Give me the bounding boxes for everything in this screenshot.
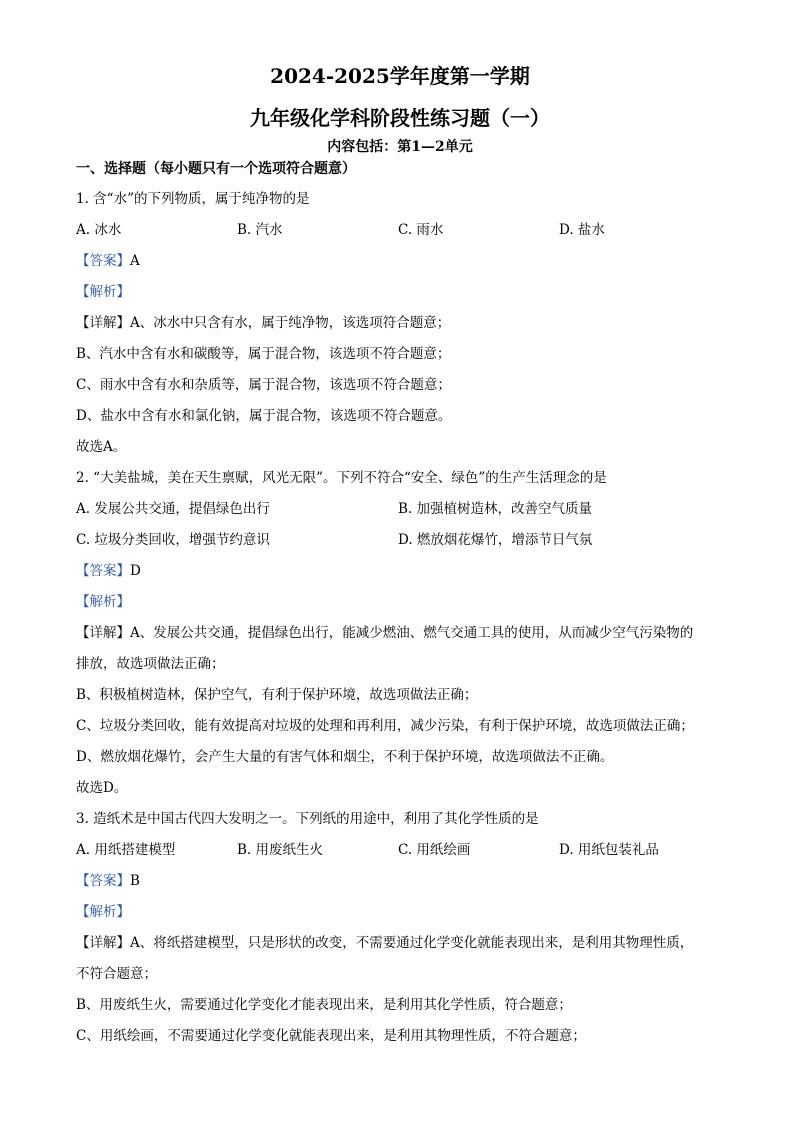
q3-option-c: C. 用纸绘画: [398, 842, 471, 858]
q2-answer-value: D: [130, 563, 141, 579]
q2-detail-3: B、积极植树造林，保护空气，有利于保护环境，故选项做法正确；: [76, 687, 478, 703]
q2-answer-tag: 【答案】: [76, 563, 130, 579]
q3-stem: 3. 造纸术是中国古代四大发明之一。下列纸的用途中，利用了其化学性质的是: [76, 811, 539, 827]
q1-detail-text-1: A、冰水中只含有水，属于纯净物，该选项符合题意；: [130, 315, 451, 331]
q2-detail-4: C、垃圾分类回收，能有效提高对垃圾的处理和再利用，减少污染，有利于保护环境，故选项做法正确；: [76, 718, 694, 734]
q3-detail-1: [76, 928, 724, 959]
q3-detail-tag: 【详解】: [76, 935, 130, 951]
q3-option-d: D. 用纸包装礼品: [559, 842, 659, 858]
q3-option-b: B. 用废纸生火: [237, 842, 324, 858]
q2-detail-2: 排放，故选项做法正确；: [76, 656, 225, 672]
q2-stem: 2. “大美盐城，美在天生禀赋，风光无限”。下列不符合“安全、绿色”的生产生活理念的是: [76, 470, 607, 486]
q3-detail-2: 不符合题意；: [76, 966, 157, 982]
q3-answer-tag: 【答案】: [76, 873, 130, 889]
q2-option-b: B. 加强植树造林，改善空气质量: [398, 501, 593, 517]
q2-option-a: A. 发展公共交通，提倡绿色出行: [76, 501, 270, 517]
q1-detail-4: D、盐水中含有水和氯化钠，属于混合物，该选项不符合题意。: [76, 408, 452, 424]
q1-option-c: C. 雨水: [398, 222, 444, 238]
q1-option-d: D. 盐水: [559, 222, 605, 238]
q1-detail-3: C、雨水中含有水和杂质等，属于混合物，该选项不符合题意；: [76, 377, 451, 393]
q2-conclusion: 故选D。: [76, 780, 128, 796]
q3-answer-value: B: [130, 873, 140, 889]
q3-options: [76, 835, 724, 866]
q2-option-c: C. 垃圾分类回收，增强节约意识: [76, 532, 270, 548]
q3-detail-text-1: A、将纸搭建模型，只是形状的改变，不需要通过化学变化就能表现出来，是利用其物理性质，: [130, 935, 694, 951]
q2-detail-5: D、燃放烟花爆竹，会产生大量的有害气体和烟尘，不利于保护环境，故选项做法不正确。: [76, 749, 614, 765]
q3-detail-3: B、用废纸生火，需要通过化学变化才能表现出来，是利用其化学性质，符合题意；: [76, 997, 572, 1013]
q2-detail-tag: 【详解】: [76, 625, 130, 641]
q2-options-row1: [76, 494, 724, 525]
q1-option-a: A. 冰水: [76, 222, 122, 238]
q3-answer: [76, 866, 724, 897]
title-term: 2024-2025学年度第一学期: [270, 64, 530, 88]
q1-option-b: B. 汽水: [237, 222, 283, 238]
q1-detail-tag: 【详解】: [76, 315, 130, 331]
q1-answer-tag: 【答案】: [76, 253, 130, 269]
subtitle-scope: 内容包括：第1—2单元: [327, 139, 473, 155]
q3-option-a: A. 用纸搭建模型: [76, 842, 176, 858]
q2-detail-text-1: A、发展公共交通，提倡绿色出行，能减少燃油、燃气交通工具的使用，从而减少空气污染物的: [130, 625, 694, 641]
q2-option-d: D. 燃放烟花爆竹，增添节日气氛: [398, 532, 593, 548]
section-heading: 一、选择题（每小题只有一个选项符合题意）: [76, 161, 356, 177]
title-exam: 九年级化学科阶段性练习题（一）: [250, 106, 550, 130]
q1-answer-value: A: [130, 253, 140, 269]
q2-answer: [76, 556, 724, 587]
q1-stem: 1. 含“水”的下列物质，属于纯净物的是: [76, 191, 310, 207]
q2-detail-1: [76, 618, 724, 649]
q1-options: [76, 215, 724, 246]
q1-analysis-tag: 【解析】: [76, 284, 130, 300]
q1-answer: [76, 246, 724, 277]
q1-detail-1: [76, 308, 724, 339]
q1-detail-2: B、汽水中含有水和碳酸等，属于混合物，该选项不符合题意；: [76, 346, 451, 362]
q1-conclusion: 故选A。: [76, 439, 127, 455]
q2-options-row2: [76, 525, 724, 556]
q2-analysis-tag: 【解析】: [76, 594, 130, 610]
q3-analysis-tag: 【解析】: [76, 904, 130, 920]
q3-detail-4: C、用纸绘画，不需要通过化学变化就能表现出来，是利用其物理性质，不符合题意；: [76, 1028, 586, 1044]
